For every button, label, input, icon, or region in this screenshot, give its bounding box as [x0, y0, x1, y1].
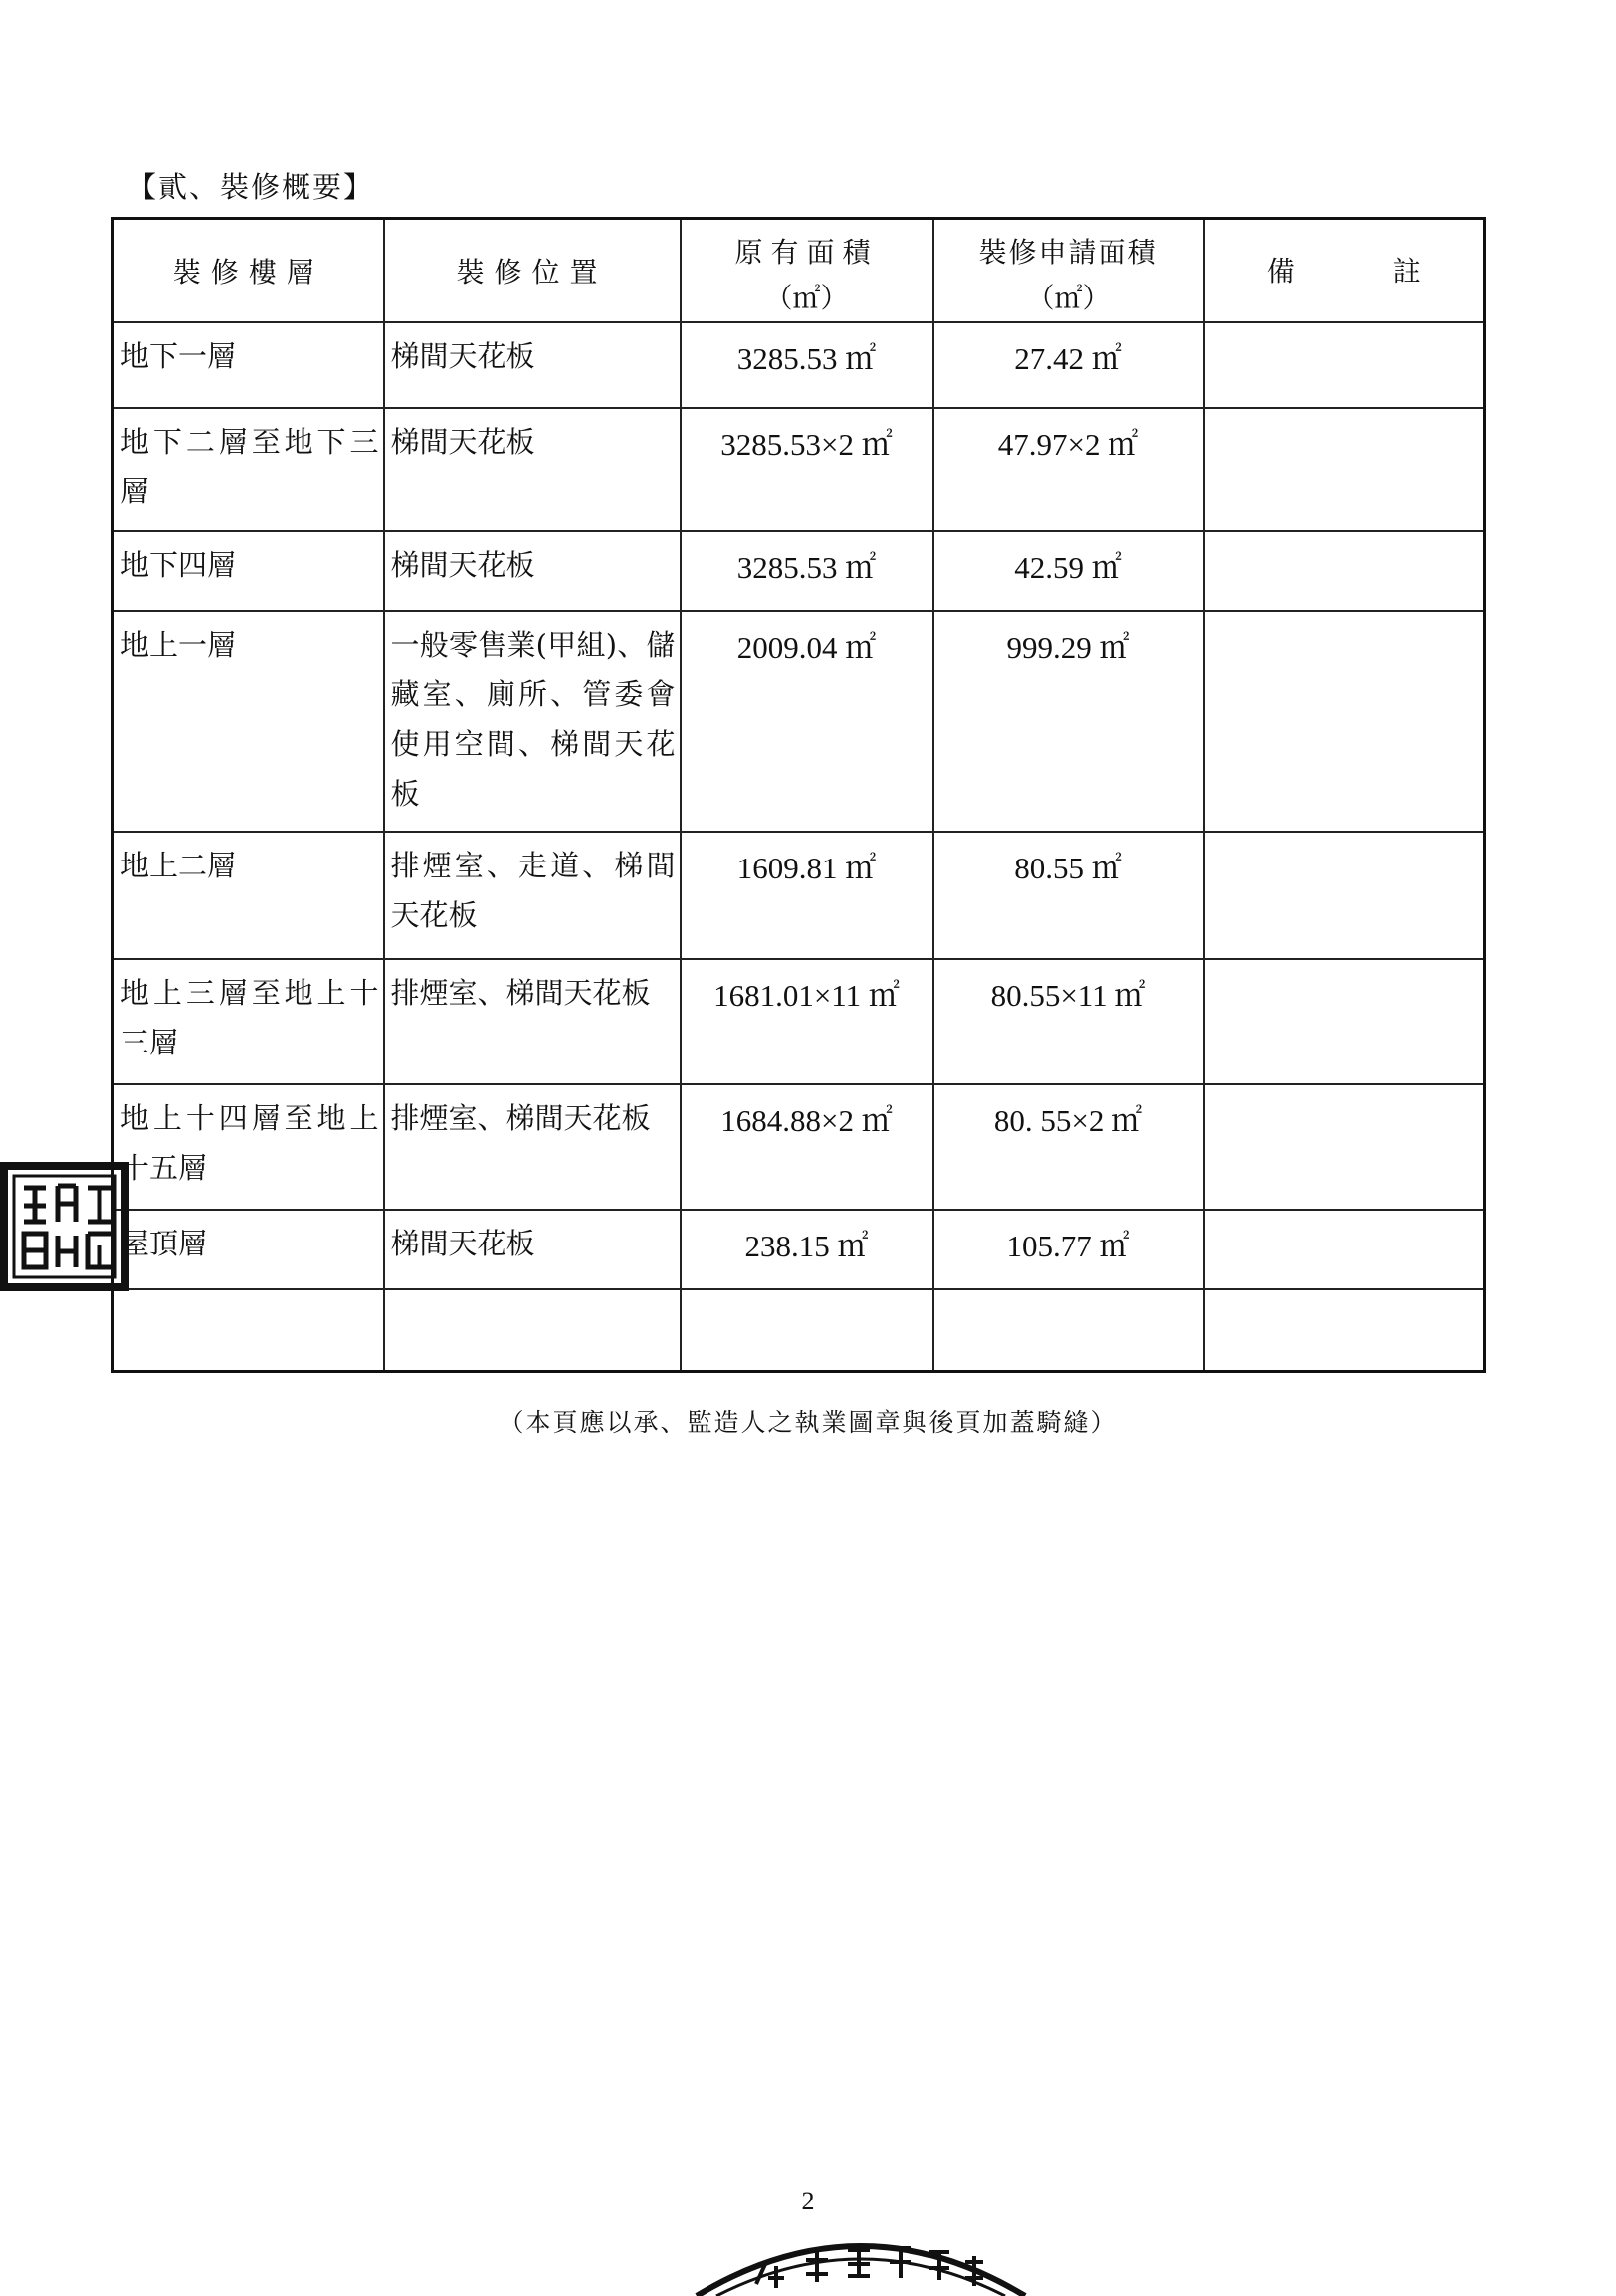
cell-note: [1204, 1289, 1485, 1371]
cell-note: [1204, 832, 1485, 959]
cell-applied-area: 27.42 ㎡: [933, 322, 1204, 408]
cell-floor: [113, 1289, 384, 1371]
header-note: 備 註: [1204, 219, 1485, 323]
cell-floor: 地下一層: [113, 322, 384, 408]
cell-applied-area: 999.29 ㎡: [933, 611, 1204, 832]
renovation-summary-table: [111, 217, 1483, 1369]
cell-floor: 地上二層: [113, 832, 384, 959]
table-header-row: [113, 219, 1485, 323]
cell-location: [384, 1289, 681, 1371]
table-row: [113, 959, 1485, 1084]
cell-note: [1204, 408, 1485, 531]
cell-note: [1204, 611, 1485, 832]
cell-original-area: 1684.88×2 ㎡: [681, 1084, 933, 1210]
cell-original-area: 1609.81 ㎡: [681, 832, 933, 959]
table-row: [113, 1289, 1485, 1371]
header-floor: 裝修樓層: [113, 219, 384, 323]
renovation-table: [111, 217, 1486, 1373]
header-applied-area: [933, 219, 1204, 323]
table-row: [113, 611, 1485, 832]
cell-note: [1204, 1210, 1485, 1289]
cell-floor: 地下四層: [113, 531, 384, 611]
cell-location: 梯間天花板: [384, 322, 681, 408]
cell-applied-area: 42.59 ㎡: [933, 531, 1204, 611]
table-row: [113, 1084, 1485, 1210]
header-original-area: [681, 219, 933, 323]
cell-note: [1204, 1084, 1485, 1210]
header-location: 裝修位置: [384, 219, 681, 323]
table-row: [113, 408, 1485, 531]
cell-location: 梯間天花板: [384, 408, 681, 531]
cell-applied-area: 80. 55×2 ㎡: [933, 1084, 1204, 1210]
cell-applied-area: 80.55×11 ㎡: [933, 959, 1204, 1084]
section-heading: 【貳、裝修概要】: [127, 170, 375, 204]
footnote: （本頁應以承、監造人之執業圖章與後頁加蓋騎縫）: [499, 1408, 1117, 1436]
cell-applied-area: 105.77 ㎡: [933, 1210, 1204, 1289]
header-applied-area-unit: （㎡）: [1026, 282, 1111, 314]
header-original-area-label: 原有面積: [734, 236, 879, 269]
table-row: [113, 531, 1485, 611]
table-row: [113, 1210, 1485, 1289]
cell-location: 排煙室、走道、梯間天花板: [384, 832, 681, 959]
cell-original-area: [681, 1289, 933, 1371]
table-row: [113, 832, 1485, 959]
cell-location: 梯間天花板: [384, 1210, 681, 1289]
cell-location: 排煙室、梯間天花板: [384, 959, 681, 1084]
cell-original-area: 3285.53×2 ㎡: [681, 408, 933, 531]
cell-note: [1204, 959, 1485, 1084]
cell-original-area: 1681.01×11 ㎡: [681, 959, 933, 1084]
cell-floor: 地下二層至地下三層: [113, 408, 384, 531]
architect-seal-stamp: [0, 1162, 129, 1291]
cell-original-area: 2009.04 ㎡: [681, 611, 933, 832]
cell-original-area: 3285.53 ㎡: [681, 531, 933, 611]
cell-location: 排煙室、梯間天花板: [384, 1084, 681, 1210]
cell-floor: 地上三層至地上十三層: [113, 959, 384, 1084]
cell-applied-area: 47.97×2 ㎡: [933, 408, 1204, 531]
cell-note: [1204, 322, 1485, 408]
cell-original-area: 238.15 ㎡: [681, 1210, 933, 1289]
cell-location: 梯間天花板: [384, 531, 681, 611]
header-applied-area-label: 裝修申請面積: [978, 236, 1158, 269]
cell-location: 一般零售業(甲組)、儲藏室、廁所、管委會使用空間、梯間天花板: [384, 611, 681, 832]
cell-floor: 地上十四層至地上十五層: [113, 1084, 384, 1210]
cell-applied-area: [933, 1289, 1204, 1371]
header-original-area-unit: （㎡）: [764, 282, 849, 314]
cell-floor: 屋頂層: [113, 1210, 384, 1289]
cell-applied-area: 80.55 ㎡: [933, 832, 1204, 959]
building-management-office-seal: [677, 2216, 1045, 2296]
cell-floor: 地上一層: [113, 611, 384, 832]
cell-original-area: 3285.53 ㎡: [681, 322, 933, 408]
cell-note: [1204, 531, 1485, 611]
page-number: 2: [801, 2187, 815, 2215]
table-row: [113, 322, 1485, 408]
